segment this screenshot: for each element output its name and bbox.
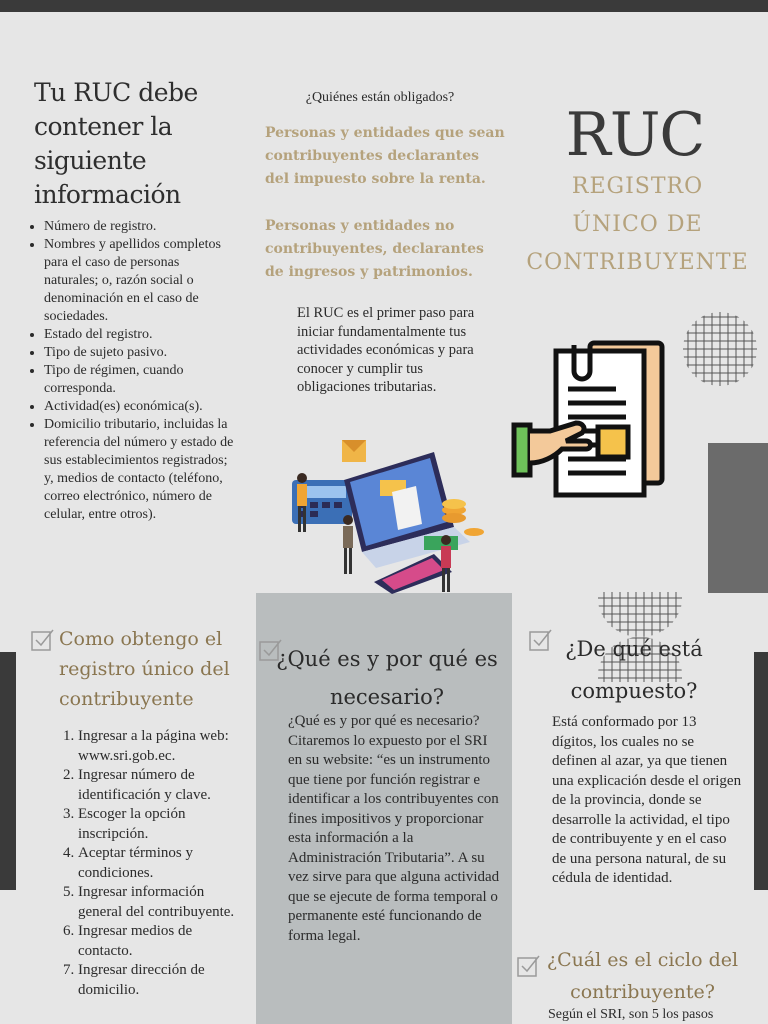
ruc-intro: El RUC es el primer paso para iniciar fundamentalmente tus actividades económicas y para conocer y cumplir tus obligaciones tributarias. bbox=[297, 305, 475, 395]
right-edge-bar-lower bbox=[754, 652, 768, 890]
ruc-subtitle bbox=[515, 168, 760, 282]
ruc-title: RUC bbox=[565, 100, 705, 170]
left-edge-bar bbox=[0, 652, 16, 890]
obligated-group-1: Personas y entidades que sean contribuyentes declarantes del impuesto sobre la renta. bbox=[265, 125, 505, 187]
check-icon bbox=[516, 954, 542, 976]
info-list-item: • Número de registro. bbox=[44, 218, 234, 236]
step-item: 5. Ingresar información general del contribuyente. bbox=[78, 883, 250, 922]
top-bar bbox=[0, 0, 768, 12]
info-list-item: • Domicilio tributario, incluidas la referencia del número y estado de sus establecimientos registrados; y, medios de contacto (teléfono, correo electrónico, número de celular, entre otros). bbox=[44, 416, 234, 524]
left-heading: Tu RUC debe contener la siguiente información bbox=[34, 78, 198, 209]
grid-circle-decoration bbox=[682, 311, 758, 387]
steps-list bbox=[54, 727, 250, 1000]
step-item: 4. Aceptar términos y condiciones. bbox=[78, 844, 250, 883]
check-icon bbox=[30, 628, 56, 650]
info-list bbox=[24, 218, 234, 524]
step-item: 6. Ingresar medios de contacto. bbox=[78, 922, 250, 961]
step-item: 2. Ingresar número de identificación y clave. bbox=[78, 766, 250, 805]
step-item: 1. Ingresar a la página web: www.sri.gob.ec. bbox=[78, 727, 250, 766]
info-list-item: • Actividad(es) económica(s). bbox=[44, 398, 234, 416]
document-hand-icon bbox=[510, 337, 675, 502]
cycle-text: Según el SRI, son 5 los pasos bbox=[548, 1007, 714, 1022]
info-list-item: • Tipo de régimen, cuando corresponda. bbox=[44, 362, 234, 398]
what-is-title: ¿Qué es y por qué es necesario? bbox=[276, 647, 498, 709]
obligated-group-2: Personas y entidades no contribuyentes, declarantes de ingresos y patrimonios. bbox=[265, 218, 484, 280]
composition-title: ¿De qué está compuesto? bbox=[565, 637, 703, 703]
info-list-item: • Estado del registro. bbox=[44, 326, 234, 344]
step-item: 7. Ingresar dirección de domicilio. bbox=[78, 961, 250, 1000]
composition-text: Está conformado por 13 dígitos, los cuales no se definen al azar, ya que tienen una explicación desde el origen de la provincia, donde se desarrolle la actividad, el tipo de contribuyente y en el caso de una persona natural, de su cédula de identidad. bbox=[552, 714, 742, 886]
business-illustration bbox=[284, 432, 496, 594]
what-is-text: ¿Qué es y por qué es necesario? Citaremos lo expuesto por el SRI en su website: “es un instrumento que tiene por función registrar e identificar a los contribuyentes con fines impositivos y proporcionar esta información a la Administración Tributaria”. A su vez sirve para que alguna actividad que se ejecute de forma temporal o permanente esté funcionando de forma legal. bbox=[288, 713, 500, 944]
ruc-subtitle-line-1: REGISTRO bbox=[571, 174, 704, 199]
who-obligated-title: ¿Quiénes están obligados? bbox=[305, 90, 455, 105]
step-item: 3. Escoger la opción inscripción. bbox=[78, 805, 250, 844]
how-to-obtain-title: Como obtengo el registro único del contribuyente bbox=[59, 628, 230, 710]
right-grey-block bbox=[708, 443, 768, 593]
ruc-subtitle-line-3: CONTRIBUYENTE bbox=[526, 250, 749, 275]
info-list-item: • Tipo de sujeto pasivo. bbox=[44, 344, 234, 362]
cycle-title: ¿Cuál es el ciclo del contribuyente? bbox=[546, 949, 739, 1003]
ruc-subtitle-line-2: ÚNICO DE bbox=[572, 212, 703, 237]
info-list-item: • Nombres y apellidos completos para el caso de personas naturales; o, razón social o denominación en el caso de sociedades. bbox=[44, 236, 234, 326]
